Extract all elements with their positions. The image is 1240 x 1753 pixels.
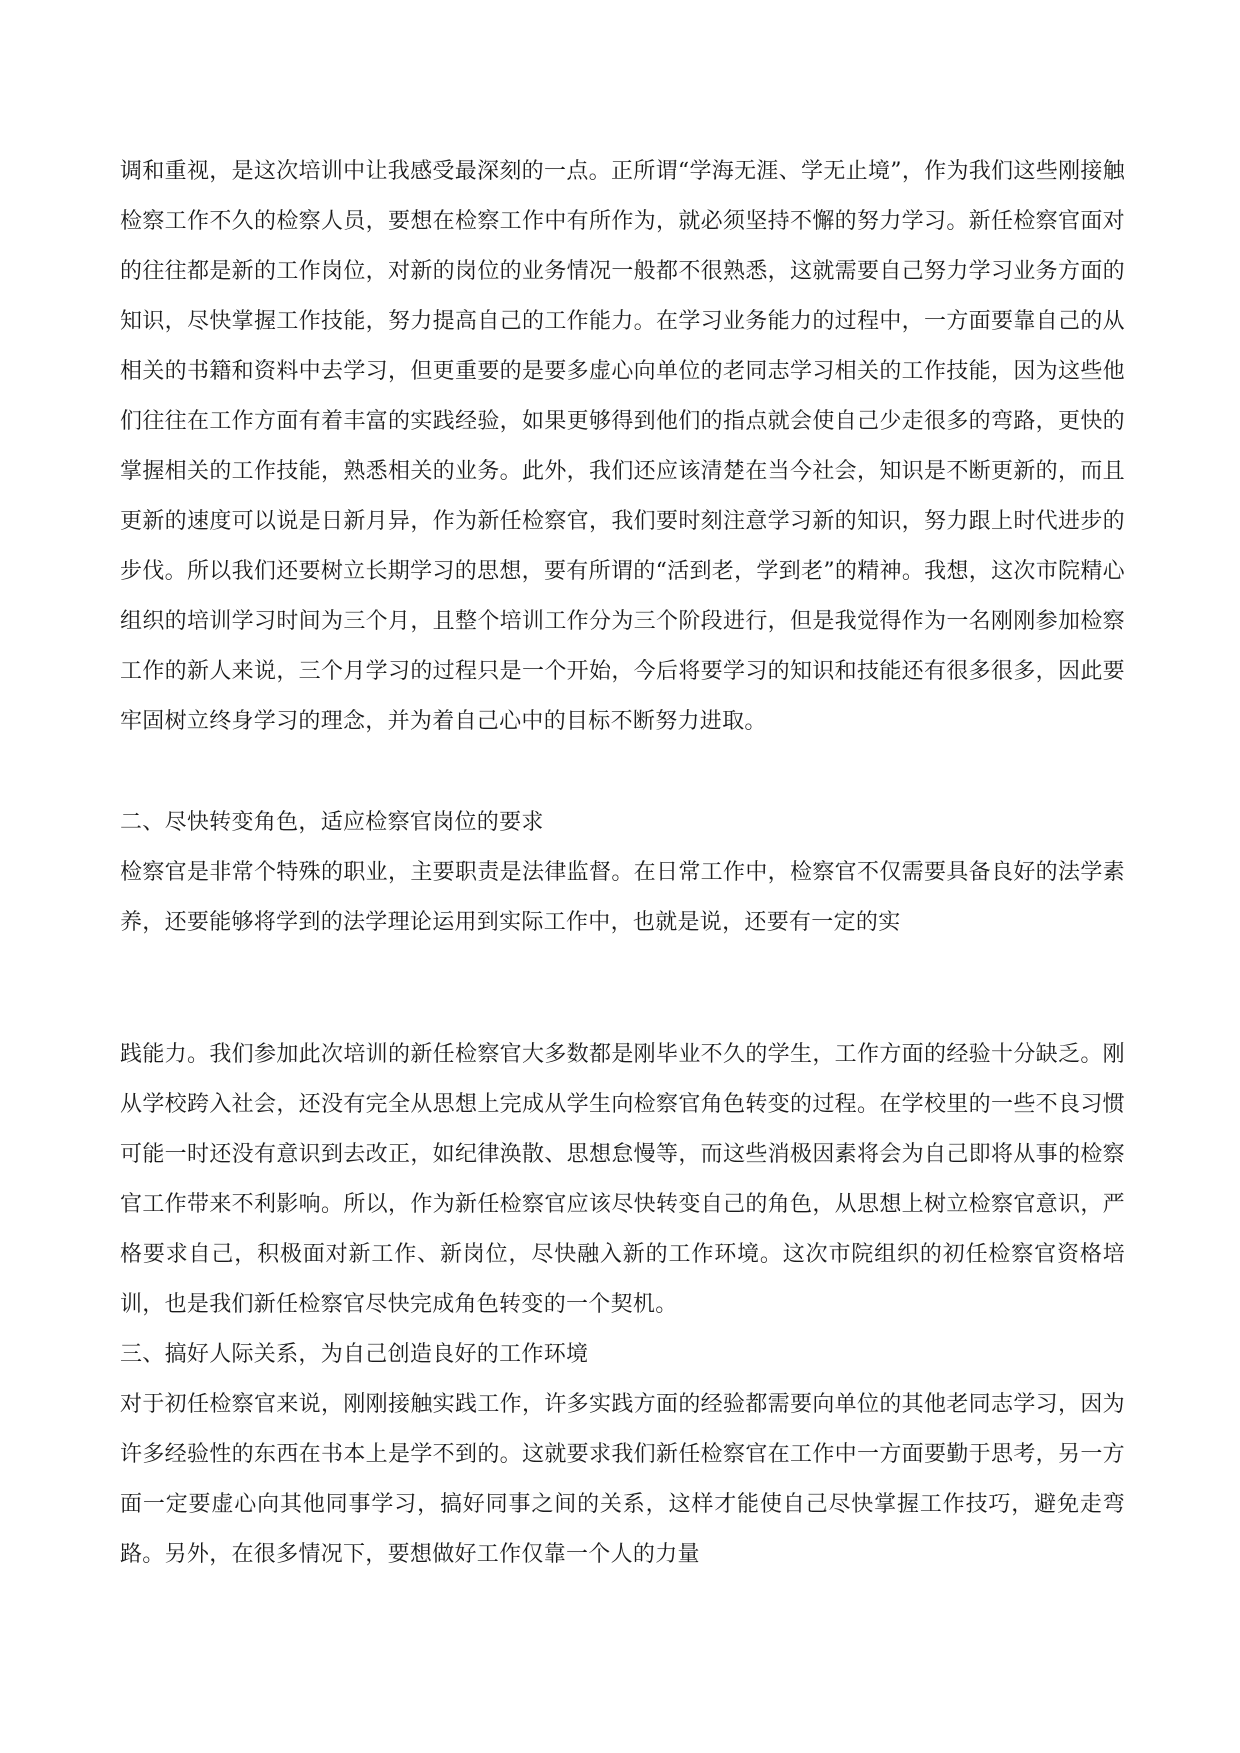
- paragraph-role-part2: 践能力。我们参加此次培训的新任检察官大多数都是刚毕业不久的学生，工作方面的经验十分缺乏。刚从学校跨入社会，还没有完全从思想上完成从学生向检察官角色转变的过程。在学校里的一些不良习惯可能一时还没有意识到去改正，如纪律涣散、思想怠慢等，而这些消极因素将会为自己即将从事的检察官工作带来不利影响。所以，作为新任检察官应该尽快转变自己的角色，从思想上树立检察官意识，严格要求自己，积极面对新工作、新岗位，尽快融入新的工作环境。这次市院组织的初任检察官资格培训，也是我们新任检察官尽快完成角色转变的一个契机。: [120, 1042, 1125, 1317]
- paragraph-role-part1: 检察官是非常个特殊的职业，主要职责是法律监督。在日常工作中，检察官不仅需要具备良好的法学素养，还要能够将学到的法学理论运用到实际工作中，也就是说，还要有一定的实: [120, 860, 1125, 935]
- section-heading-3: 三、搞好人际关系，为自己创造良好的工作环境: [120, 1342, 589, 1367]
- section-heading-2: 二、尽快转变角色，适应检察官岗位的要求: [120, 810, 544, 835]
- paragraph-learning: 调和重视，是这次培训中让我感受最深刻的一点。正所谓“学海无涯、学无止境”，作为我们这些刚接触检察工作不久的检察人员，要想在检察工作中有所作为，就必须坚持不懈的努力学习。新任检察官面对的往往都是新的工作岗位，对新的岗位的业务情况一般都不很熟悉，这就需要自己努力学习业务方面的知识，尽快掌握工作技能，努力提高自己的工作能力。在学习业务能力的过程中，一方面要靠自己的从相关的书籍和资料中去学习，但更重要的是要多虚心向单位的老同志学习相关的工作技能，因为这些他们往往在工作方面有着丰富的实践经验，如果更够得到他们的指点就会使自己少走很多的弯路，更快的掌握相关的工作技能，熟悉相关的业务。此外，我们还应该清楚在当今社会，知识是不断更新的，而且更新的速度可以说是日新月异，作为新任检察官，我们要时刻注意学习新的知识，努力跟上时代进步的步伐。所以我们还要树立长期学习的思想，要有所谓的“活到老，学到老”的精神。我想，这次市院精心组织的培训学习时间为三个月，且整个培训工作分为三个阶段进行，但是我觉得作为一名刚刚参加检察工作的新人来说，三个月学习的过程只是一个开始，今后将要学习的知识和技能还有很多很多，因此要牢固树立终身学习的理念，并为着自己心中的目标不断努力进取。: [120, 159, 1125, 734]
- paragraph-relations: 对于初任检察官来说，刚刚接触实践工作，许多实践方面的经验都需要向单位的其他老同志学习，因为许多经验性的东西在书本上是学不到的。这就要求我们新任检察官在工作中一方面要勤于思考，另一方面一定要虚心向其他同事学习，搞好同事之间的关系，这样才能使自己尽快掌握工作技巧，避免走弯路。另外，在很多情况下，要想做好工作仅靠一个人的力量: [120, 1392, 1125, 1567]
